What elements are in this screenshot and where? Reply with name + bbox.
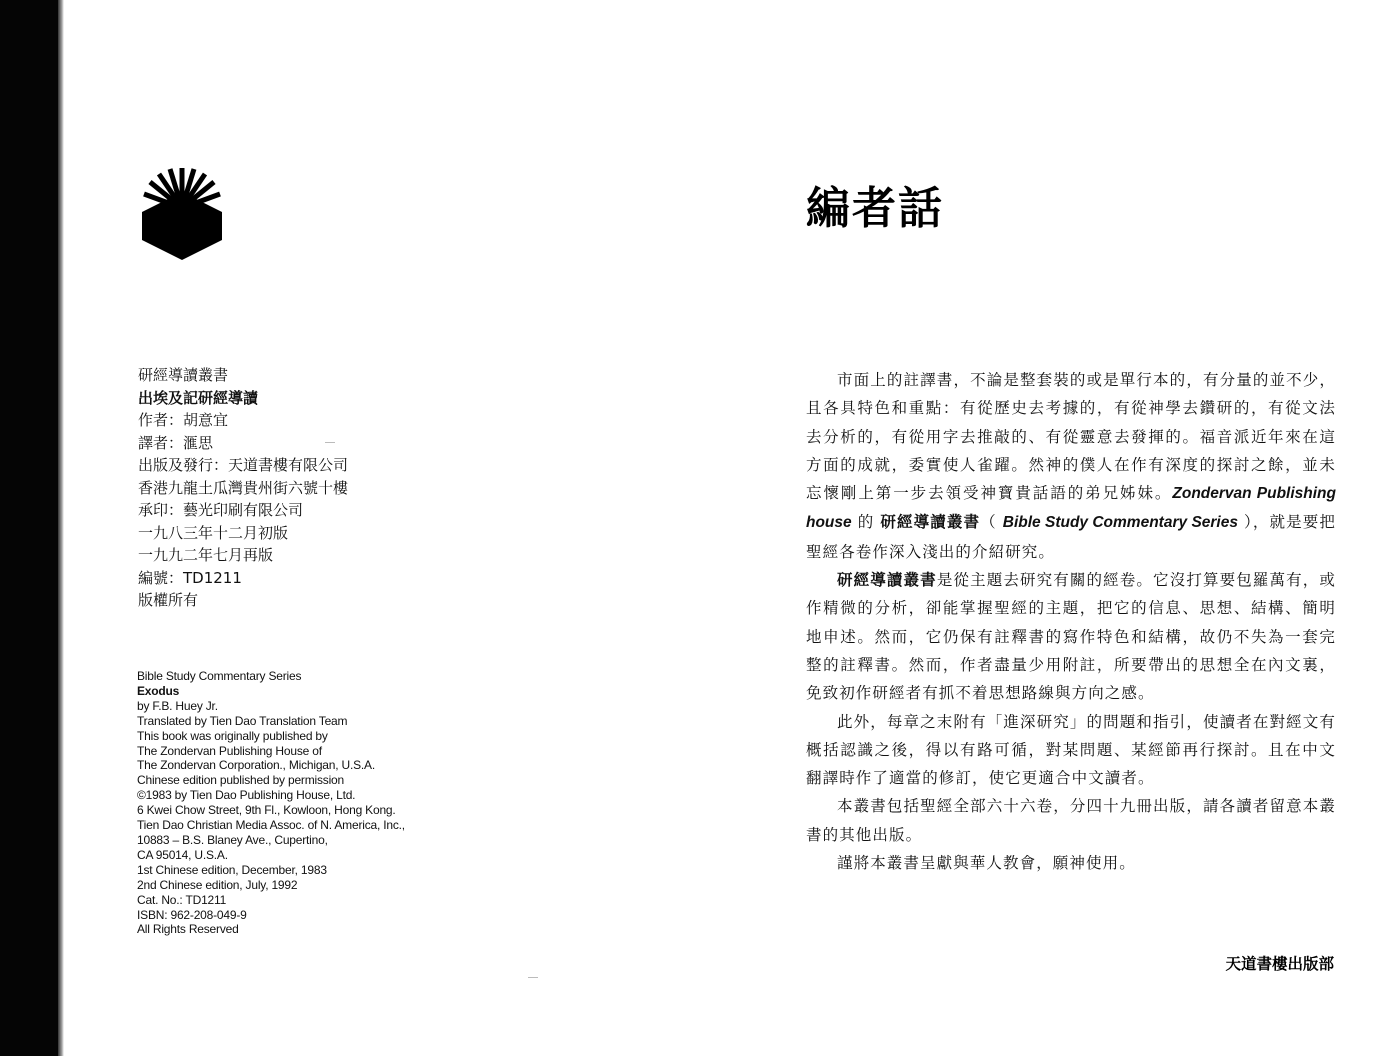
chinese-imprint	[138, 364, 498, 612]
en-catalog-number: Cat. No.: TD1211	[137, 892, 227, 907]
p2-series-name: 研經導讀叢書	[837, 571, 937, 590]
en-assoc: Tien Dao Christian Media Assoc. of N. America, Inc.,	[137, 818, 405, 833]
book-spine-shadow	[0, 0, 58, 1056]
p1-publisher-english: Zondervan Publishing house	[806, 485, 1336, 532]
author-line: 作者：胡意宜	[138, 411, 229, 429]
en-rights: All Rights Reserved	[137, 922, 239, 937]
en-first-edition: 1st Chinese edition, December, 1983	[137, 862, 327, 877]
address-line: 香港九龍土瓜灣貴州街六號十樓	[138, 478, 349, 497]
paragraph-4: 本叢書包括聖經全部六十六卷，分四十九冊出版，請各讀者留意本叢書的其他出版。	[806, 797, 1336, 844]
catalog-number: 編號：TD1211	[138, 568, 242, 587]
signature: 天道書樓出版部	[1225, 955, 1334, 973]
en-translator: Translated by Tien Dao Translation Team	[137, 713, 348, 728]
p1-text-d: ），就是要把聖經各卷作深入淺出的介紹研究。	[806, 513, 1336, 561]
en-assoc-state: CA 95014, U.S.A.	[137, 847, 228, 862]
en-second-edition: 2nd Chinese edition, July, 1992	[137, 877, 298, 892]
en-title: Exodus	[137, 683, 180, 698]
paragraph-2	[806, 566, 1336, 707]
p1-text-b: 的	[851, 513, 881, 532]
printer-line: 承印：藝光印刷有限公司	[138, 501, 304, 519]
p1-text-a: 市面上的註譯書，不論是整套裝的或是單行本的，有分量的並不少，且各具特色和重點：有從歷史去考據的，有從神學去鑽研的，有從文法去分析的，有從用字去推敲的、有從靈意去發揮的。福音派近年來在這方面的成就，委實使人雀躍。然神的僕人在作有深度的探討之餘，並未忘懷剛上第一步去領受神寶貴話語的弟兄姊妹。	[806, 371, 1336, 503]
page-heading: 編者話	[806, 183, 944, 234]
publisher-logo-icon	[138, 168, 226, 260]
p1-series-english: Bible Study Commentary Series	[1002, 514, 1238, 532]
paragraph-5: 謹將本叢書呈獻與華人教會，願神使用。	[837, 854, 1136, 873]
en-permission: Chinese edition published by permission	[137, 773, 344, 788]
en-author: by F.B. Huey Jr.	[137, 698, 218, 713]
scan-mark	[528, 977, 538, 978]
en-orig-3: The Zondervan Corporation., Michigan, U.S.A.	[137, 758, 375, 773]
p1-series-name: 研經導讀叢書	[880, 513, 981, 532]
rights-line: 版權所有	[138, 591, 199, 609]
scan-mark	[325, 442, 335, 443]
en-orig-2: The Zondervan Publishing House of	[137, 743, 322, 758]
spine-edge	[58, 0, 64, 1056]
paragraph-3: 此外，每章之末附有「進深研究」的問題和指引，使讀者在對經文有概括認識之後，得以有路可循，對某問題、某經節再行探討。且在中文翻譯時作了適當的修訂，使它更適合中文讀者。	[806, 712, 1336, 788]
en-address: 6 Kwei Chow Street, 9th Fl., Kowloon, Hong Kong.	[137, 803, 396, 818]
first-edition-line: 一九八三年十二月初版	[138, 523, 289, 542]
translator-line: 譯者：滙思	[138, 433, 214, 452]
editor-note-body	[806, 366, 1336, 877]
en-orig-1: This book was originally published by	[137, 728, 328, 743]
p2-text: 是從主題去研究有關的經卷。它沒打算要包羅萬有，或作精微的分析，卻能掌握聖經的主題，把它的信息、思想、結構、簡明地申述。然而，它仍保有註釋書的寫作特色和結構，故仍不失為一套完整的註釋書。然而，作者盡量少用附註，所要帶出的思想全在內文裏，免致初作研經者有抓不着思想路線與方向之感。	[806, 571, 1336, 703]
publisher-line: 出版及發行：天道書樓有限公司	[138, 456, 349, 474]
book-title: 出埃及記研經導讀	[138, 388, 259, 407]
paragraph-1	[806, 366, 1336, 566]
series-name: 研經導讀叢書	[138, 366, 229, 384]
en-assoc-address: 10883 – B.S. Blaney Ave., Cupertino,	[137, 832, 328, 847]
p1-text-c: （	[980, 513, 1003, 532]
en-isbn: ISBN: 962-208-049-9	[137, 907, 247, 922]
english-imprint	[137, 669, 517, 937]
en-copyright: ©1983 by Tien Dao Publishing House, Ltd.	[137, 788, 356, 803]
en-series: Bible Study Commentary Series	[137, 669, 302, 683]
reprint-line: 一九九二年七月再版	[138, 546, 274, 564]
